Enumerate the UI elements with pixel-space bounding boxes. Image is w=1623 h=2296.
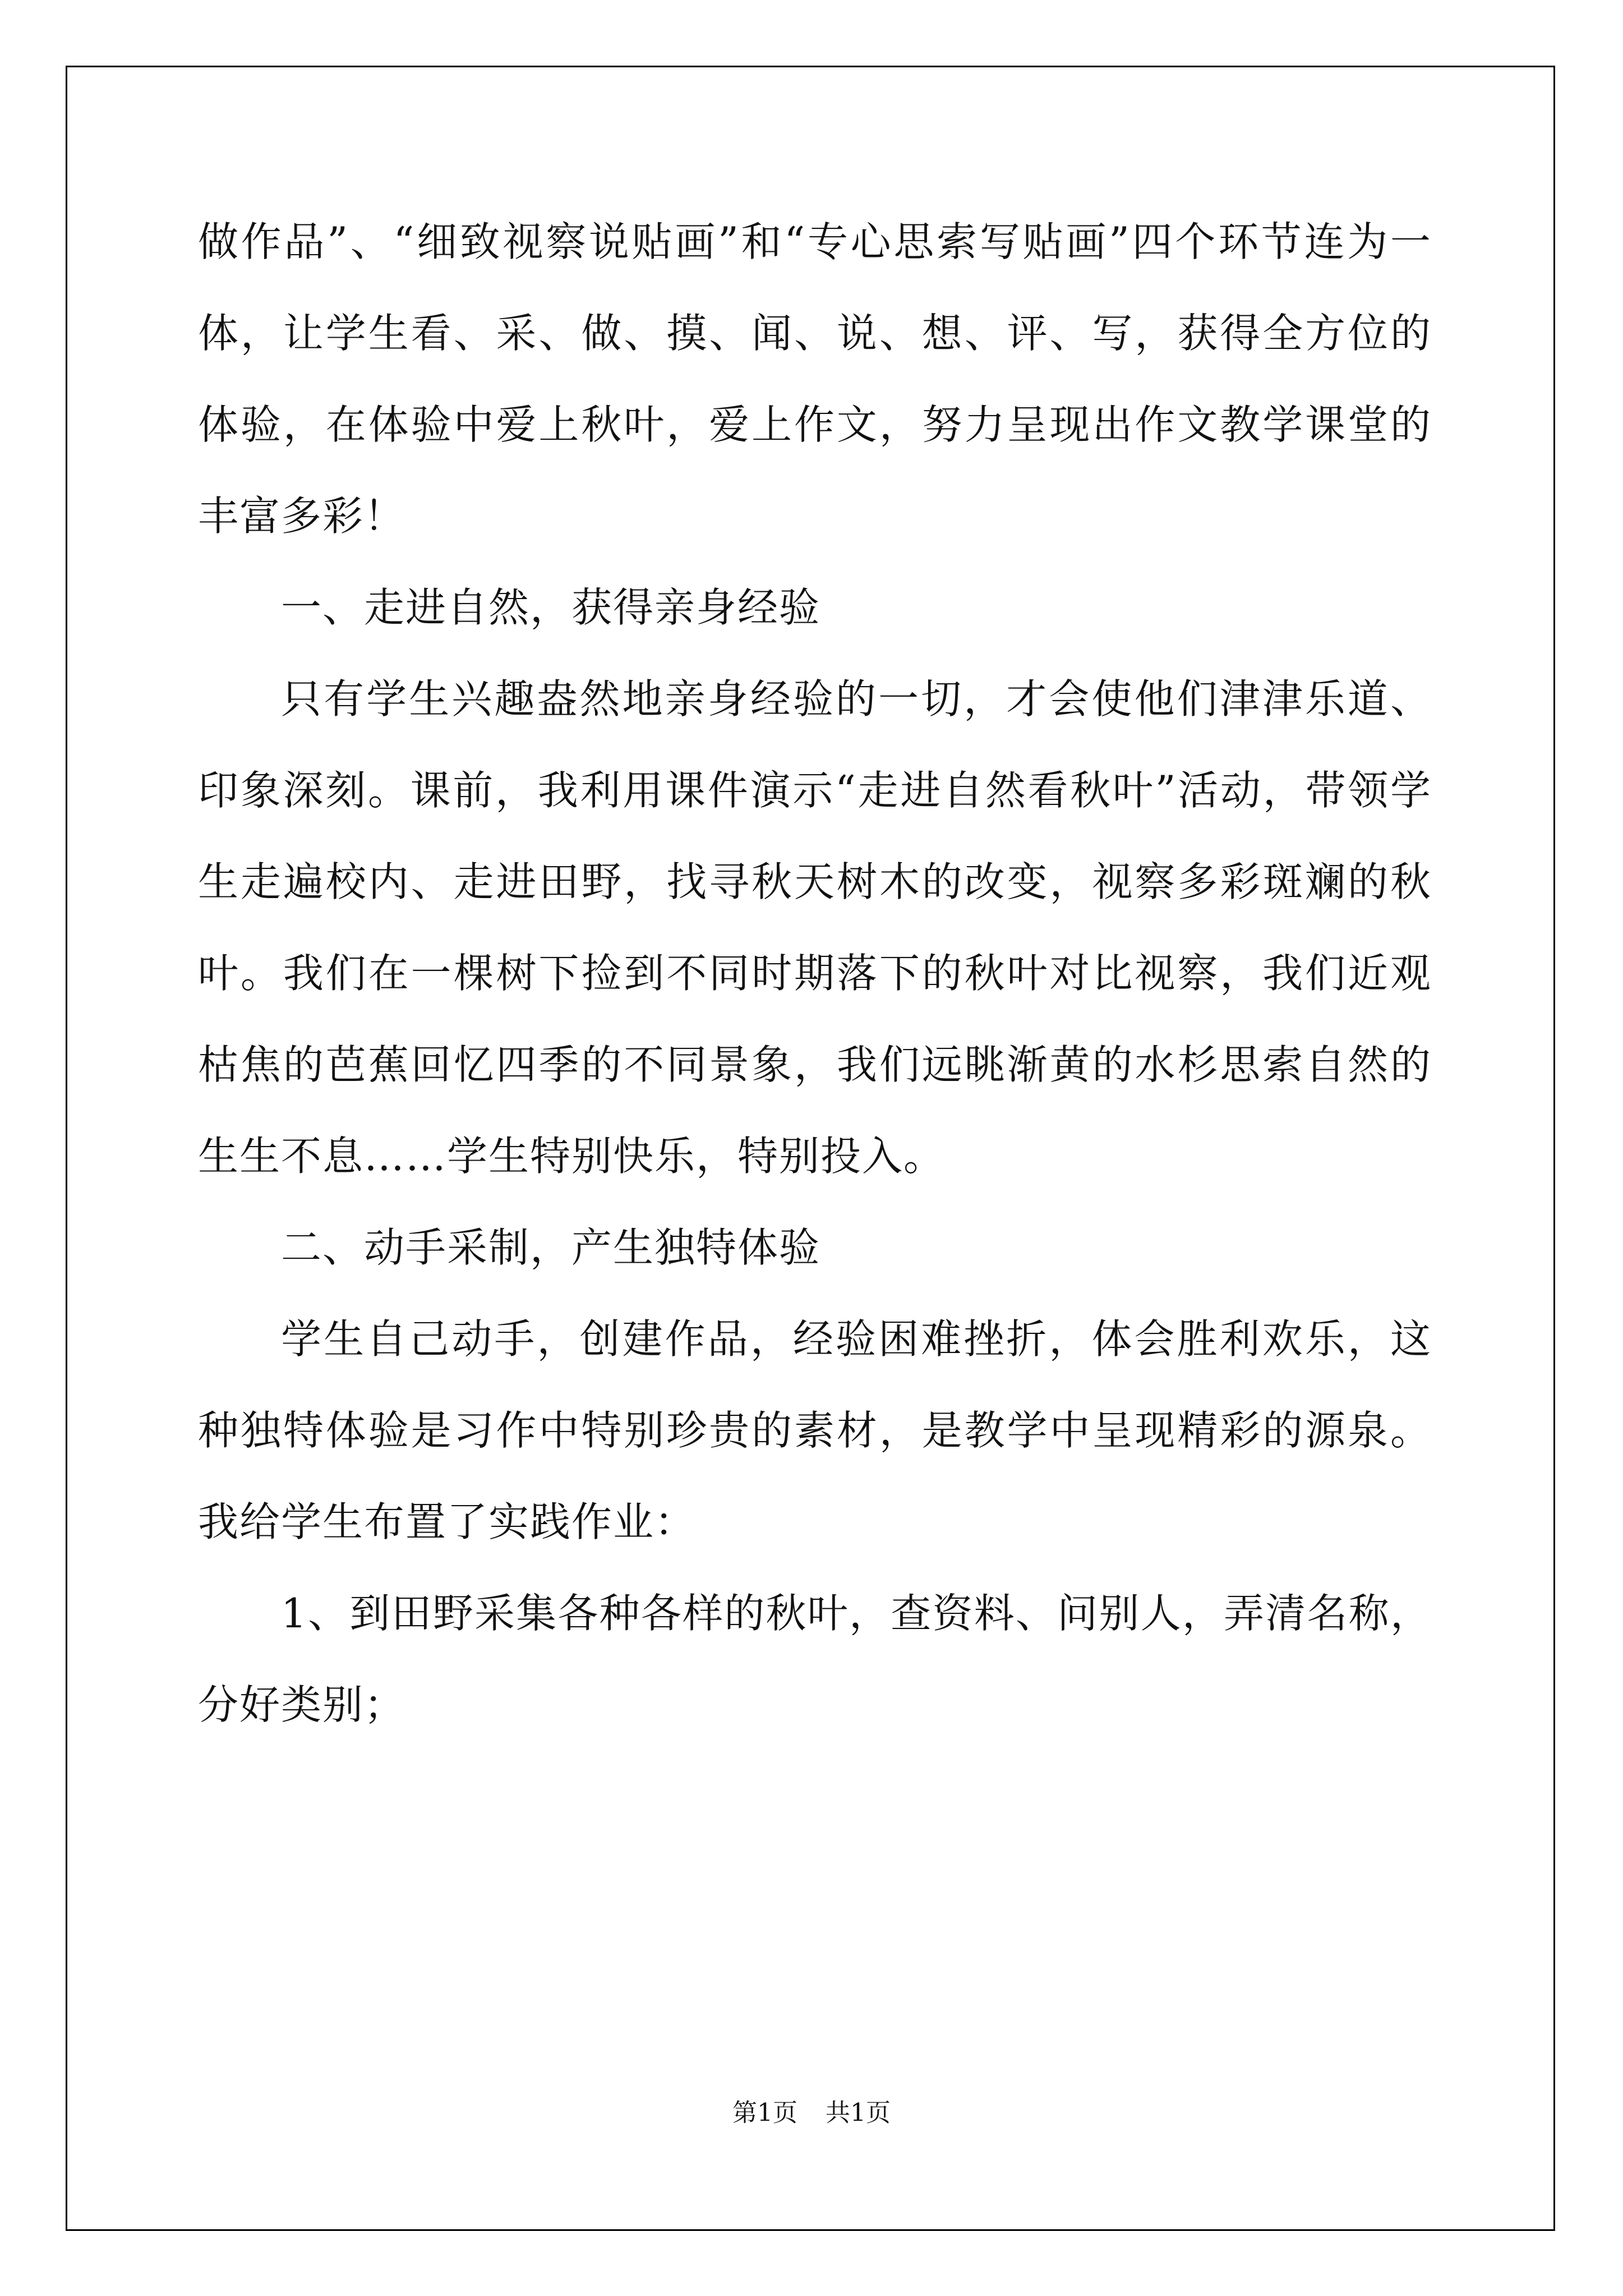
page-total: 共1页 xyxy=(826,2099,891,2127)
paragraph-intro: 做作品”、“细致视察说贴画”和“专心思索写贴画”四个环节连为一体，让学生看、采、做、摸、闻、说、想、评、写，获得全方位的体验，在体验中爱上秋叶，爱上作文，努力呈现出作文教学课堂的丰富多彩！ xyxy=(198,218,1432,540)
document-body xyxy=(198,196,1432,1751)
page-footer xyxy=(0,2096,1623,2130)
section-heading-2: 二、动手采制，产生独特体验 xyxy=(281,1224,821,1271)
list-item-1: 1、到田野采集各种各样的秋叶，查资料、问别人，弄清名称，分好类别； xyxy=(198,1590,1432,1728)
paragraph-section-1: 只有学生兴趣盎然地亲身经验的一切，才会使他们津津乐道、印象深刻。课前，我利用课件演示“走进自然看秋叶”活动，带领学生走遍校内、走进田野，找寻秋天树木的改变，视察多彩斑斓的秋叶。我们在一棵树下捡到不同时期落下的秋叶对比视察，我们近观枯焦的芭蕉回忆四季的不同景象，我们远眺渐黄的水杉思索自然的生生不息……学生特别快乐，特别投入。 xyxy=(198,675,1432,1180)
page-number: 第1页 xyxy=(732,2099,797,2127)
paragraph-section-2: 学生自己动手，创建作品，经验困难挫折，体会胜利欢乐，这种独特体验是习作中特别珍贵的素材，是教学中呈现精彩的源泉。我给学生布置了实践作业： xyxy=(198,1315,1432,1545)
section-heading-1: 一、走进自然，获得亲身经验 xyxy=(281,584,821,631)
